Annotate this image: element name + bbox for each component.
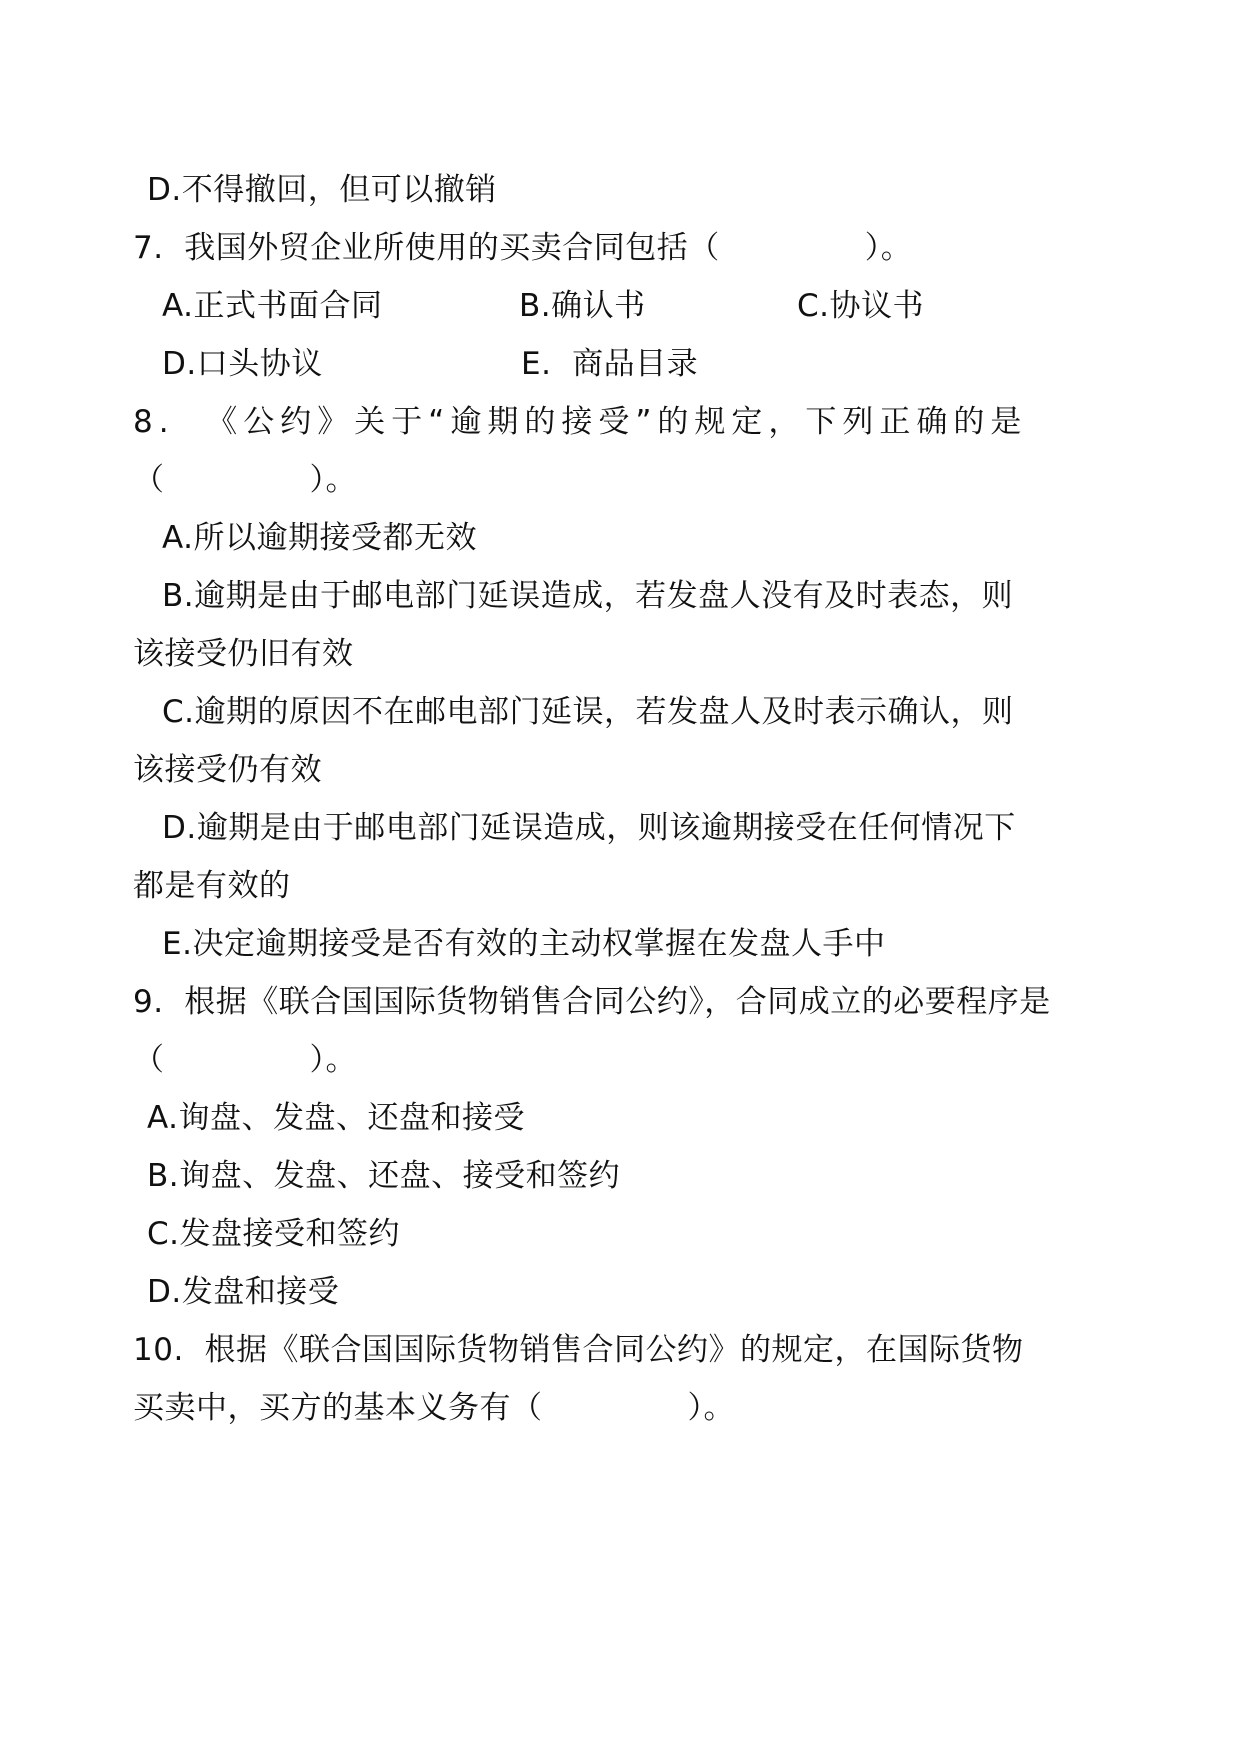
- q9-option-d: D.发盘和接受: [147, 1274, 340, 1310]
- q8-option-c: C.逾期的原因不在邮电部门延误，若发盘人及时表示确认，则: [162, 694, 1014, 730]
- q8-option-e: E.决定逾期接受是否有效的主动权掌握在发盘人手中: [162, 926, 886, 962]
- q7-option-b: B.确认书: [519, 288, 646, 324]
- q8-stem-line2: （ ）。: [133, 462, 357, 498]
- q9-stem-line1: 9. 根据《联合国国际货物销售合同公约》，合同成立的必要程序是: [133, 984, 1051, 1020]
- q10-stem-line2: 买卖中，买方的基本义务有（ ）。: [133, 1390, 735, 1426]
- q8-option-a: A.所以逾期接受都无效: [162, 520, 478, 556]
- q7-option-d: D.口头协议: [162, 346, 323, 382]
- q7-option-a: A.正式书面合同: [162, 288, 383, 324]
- q7-stem: 7. 我国外贸企业所使用的买卖合同包括（ ）。: [133, 230, 913, 266]
- q8-option-d-cont: 都是有效的: [133, 868, 291, 904]
- q6-option-d: D.不得撤回，但可以撤销: [147, 172, 497, 208]
- q7-option-e: E. 商品目录: [521, 346, 699, 382]
- q8-option-d: D.逾期是由于邮电部门延误造成，则该逾期接受在任何情况下: [162, 810, 1016, 846]
- q9-stem-line2: （ ）。: [133, 1042, 357, 1078]
- q9-option-b: B.询盘、发盘、还盘、接受和签约: [147, 1158, 621, 1194]
- q9-option-a: A.询盘、发盘、还盘和接受: [147, 1100, 526, 1136]
- q10-stem-line1: 10. 根据《联合国国际货物销售合同公约》的规定，在国际货物: [133, 1332, 1024, 1368]
- q8-stem-line1: 8. 《公约》关于“逾期的接受”的规定，下列正确的是: [133, 404, 1028, 440]
- q8-option-b-cont: 该接受仍旧有效: [133, 636, 354, 672]
- q8-option-c-cont: 该接受仍有效: [133, 752, 322, 788]
- q8-option-b: B.逾期是由于邮电部门延误造成，若发盘人没有及时表态，则: [162, 578, 1014, 614]
- q9-option-c: C.发盘接受和签约: [147, 1216, 400, 1252]
- q7-option-c: C.协议书: [797, 288, 924, 324]
